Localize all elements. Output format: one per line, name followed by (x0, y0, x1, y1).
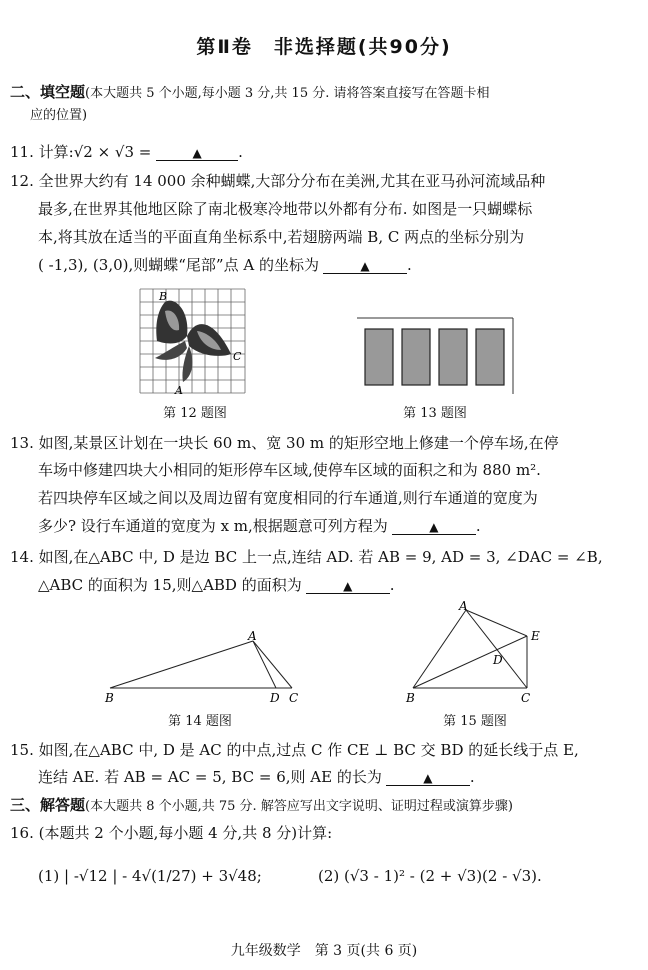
figure-12-butterfly-grid (135, 286, 250, 398)
q12-line-4: ( -1,3), (3,0),则蝴蝶“尾部”点 A 的坐标为 ▲ . (38, 256, 412, 274)
svg-text:C: C (521, 691, 531, 705)
svg-text:E: E (531, 629, 540, 643)
svg-text:D: D (270, 691, 280, 705)
parking-area-1 (365, 329, 393, 385)
label-B: B (159, 290, 168, 303)
q12-line-3: 本,将其放在适当的平面直角坐标系中,若翅膀两端 B, C 两点的坐标分别为 (38, 228, 525, 246)
section-2-desc-1: (本大题共 5 个小题,每小题 3 分,共 15 分. 请将答案直接写在答题卡相 (85, 86, 490, 101)
figure-14-caption: 第 14 题图 (168, 714, 232, 729)
figure-13-caption: 第 13 题图 (403, 406, 467, 421)
section-3-header (10, 795, 513, 817)
section-2-header (10, 82, 490, 104)
q13-answer-blank[interactable]: ▲ (392, 518, 476, 535)
q13-line-2: 车场中修建四块大小相同的矩形停车区域,使停车区域的面积之和为 880 m². (38, 461, 541, 479)
q12-line-2: 最多,在世界其他地区除了南北极寒冷地带以外都有分布. 如图是一只蝴蝶标 (38, 200, 533, 218)
q14-line-2: △ABC 的面积为 15,则△ABD 的面积为 ▲ . (38, 576, 395, 594)
question-11: 11. 计算:√2 × √3 = ▲ . (10, 143, 243, 161)
section-2-heading: 二、填空题 (10, 83, 86, 101)
q14-line-1: 14. 如图,在△ABC 中, D 是边 BC 上一点,连结 AD. 若 AB = 9, AD = 3, ∠DAC = ∠B, (10, 548, 603, 566)
svg-text:D: D (493, 653, 503, 667)
parking-area-2 (402, 329, 430, 385)
q15-answer-blank[interactable]: ▲ (386, 769, 470, 786)
q12-line-1: 12. 全世界大约有 14 000 余种蝴蝶,大部分分布在美洲,尤其在亚马孙河流域品种 (10, 172, 546, 190)
q13-line-4: 多少? 设行车通道的宽度为 x m,根据题意可列方程为 ▲ . (38, 517, 481, 535)
q15-line-1: 15. 如图,在△ABC 中, D 是 AC 的中点,过点 C 作 CE ⊥ BC 交 BD 的延长线于点 E, (10, 741, 579, 759)
q15-line-2: 连结 AE. 若 AB = AC = 5, BC = 6,则 AE 的长为 ▲ . (38, 768, 475, 786)
q11-number: 11. (10, 143, 34, 161)
figure-13-parking-lot (355, 314, 517, 396)
label-C: C (233, 350, 242, 363)
figure-14-triangle (100, 628, 310, 708)
svg-text:B: B (406, 691, 415, 705)
page-title: 第Ⅱ卷 非选择题(共90分) (196, 36, 452, 58)
label-A: A (175, 384, 183, 397)
q11-text: 计算:√2 × √3 = (38, 143, 157, 161)
q16-part-1: (1) | -√12 | - 4√(1/27) + 3√48; (38, 867, 262, 885)
q14-answer-blank[interactable]: ▲ (306, 577, 390, 594)
parking-area-4 (476, 329, 504, 385)
q13-line-1: 13. 如图,某景区计划在一块长 60 m、宽 30 m 的矩形空地上修建一个停车场,在停 (10, 434, 559, 452)
svg-text:B: B (105, 691, 114, 705)
parking-area-3 (439, 329, 467, 385)
section-3-heading: 三、解答题 (10, 796, 86, 814)
section-3-desc: (本大题共 8 个小题,共 75 分. 解答应写出文字说明、证明过程或演算步骤) (85, 799, 513, 814)
svg-text:C: C (289, 691, 299, 705)
svg-text:A: A (459, 599, 468, 613)
svg-text:A: A (248, 629, 257, 643)
figure-15-triangle (400, 598, 550, 708)
q11-answer-blank[interactable]: ▲ (156, 144, 238, 161)
q13-line-3: 若四块停车区域之间以及周边留有宽度相同的行车通道,则行车通道的宽度为 (38, 489, 538, 507)
figure-12-caption: 第 12 题图 (163, 406, 227, 421)
page-footer: 九年级数学 第 3 页(共 6 页) (230, 943, 418, 959)
q12-answer-blank[interactable]: ▲ (323, 257, 407, 274)
question-16: 16. (本题共 2 个小题,每小题 4 分,共 8 分)计算: (10, 824, 333, 842)
figure-15-caption: 第 15 题图 (443, 714, 507, 729)
section-2-desc-2: 应的位置) (30, 108, 88, 123)
q16-part-2: (2) (√3 - 1)² - (2 + √3)(2 - √3). (318, 867, 542, 885)
